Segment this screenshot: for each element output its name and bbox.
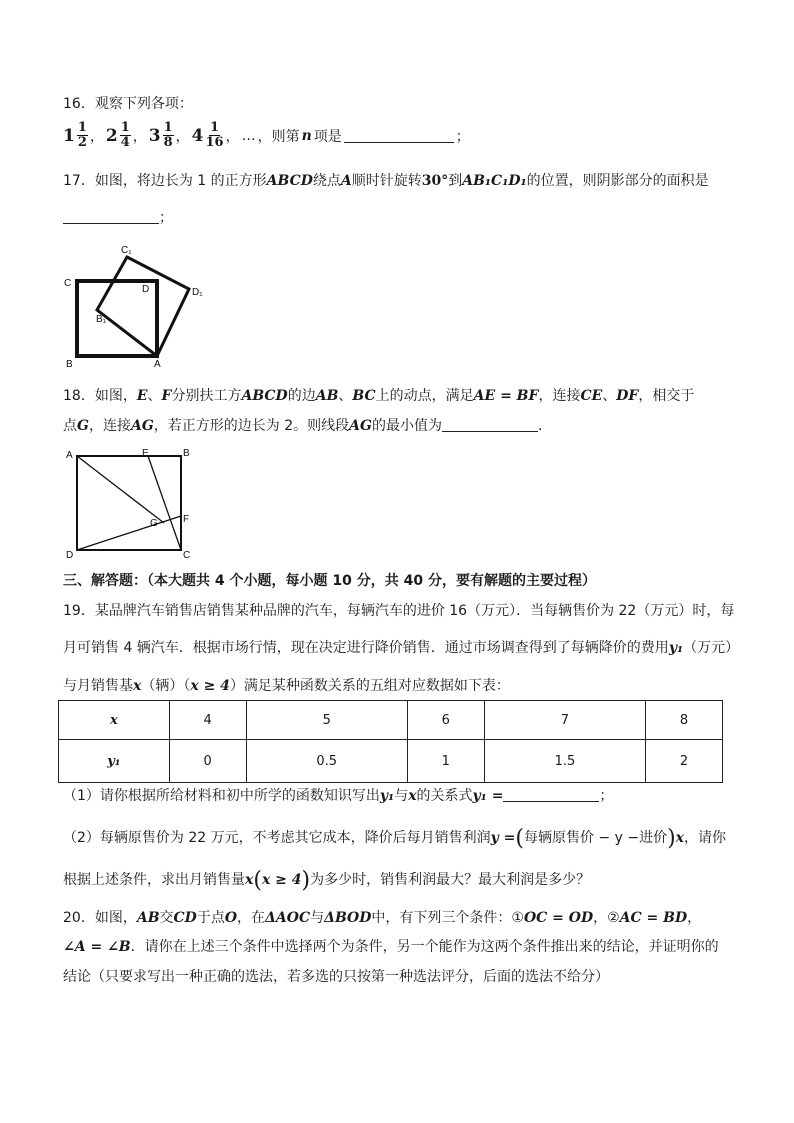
svg-text:D₁: D₁ bbox=[192, 287, 203, 298]
svg-text:F: F bbox=[183, 514, 190, 525]
svg-text:B₁: B₁ bbox=[96, 314, 107, 325]
svg-text:B: B bbox=[183, 448, 190, 459]
q16-answer-blank[interactable] bbox=[344, 128, 454, 143]
q17-figure bbox=[60, 240, 210, 370]
q18-figure bbox=[62, 444, 197, 562]
svg-text:A: A bbox=[154, 359, 161, 370]
q19-part1: （1）请你根据所给材料和初中所学的函数知识写出y₁与x的关系式y₁ = ； bbox=[63, 788, 614, 804]
q19-line2: 月可销售 4 辆汽车．根据市场行情，现在决定进行降价销售．通过市场调查得到了每辆降价的费用y₁（万元） bbox=[63, 640, 740, 656]
svg-text:D: D bbox=[66, 550, 74, 561]
q17-line1: 17．如图，将边长为 1 的正方形ABCD绕点A顺时针旋转30°到AB₁C₁D₁的位置，则阴影部分的面积是 bbox=[63, 173, 709, 189]
table-row: x 4 5 6 7 8 bbox=[59, 701, 723, 740]
q20-line1: 20．如图，AB交CD于点O，在ΔAOC与ΔBOD中，有下列三个条件：①OC = OD，②AC = BD， bbox=[63, 910, 702, 926]
q18-line1: 18．如图，E、F分别扶工方ABCD的边AB、BC上的动点，满足AE = BF，连接CE、DF，相交于 bbox=[63, 388, 695, 404]
q18-line2: 点G，连接AG，若正方形的边长为 2。则线段AG的最小值为 ． bbox=[63, 418, 552, 434]
q20-line3: 结论（只要求写出一种正确的选法，若多选的只按第一种选法评分，后面的选法不给分） bbox=[63, 969, 609, 985]
svg-text:B: B bbox=[66, 359, 73, 370]
q19-part2-cont: 根据上述条件，求出月销售量x(x ≥ 4)为多少时，销售利润最大？最大利润是多少？ bbox=[63, 868, 591, 893]
svg-text:C: C bbox=[183, 550, 191, 561]
q19-line1: 19．某品牌汽车销售店销售某种品牌的汽车，每辆汽车的进价 16（万元）．当每辆售价为 22（万元）时，每 bbox=[63, 603, 735, 619]
q16-sequence: 1 $\frac{1}{2}$ ， 2 $\frac{1}{4}$ ， 3 $\frac{1}{8}$ ， 4 $\frac{1}{16}$ ， … ，则第 n 项是 ； bbox=[63, 120, 470, 150]
svg-text:A: A bbox=[66, 450, 73, 461]
q19-data-table bbox=[58, 700, 723, 783]
q17-line2: ； bbox=[63, 208, 173, 228]
svg-text:C: C bbox=[64, 278, 72, 289]
svg-text:D: D bbox=[142, 284, 150, 295]
q20-line2: ∠A = ∠B．请你在上述三个条件中选择两个为条件，另一个能作为这两个条件推出来的结论，并证明你的 bbox=[63, 939, 719, 955]
q17-answer-blank[interactable] bbox=[63, 209, 159, 224]
section-3-heading: 三、解答题：（本大题共 4 个小题，每小题 10 分，共 40 分，要有解题的主要过程） bbox=[63, 573, 596, 589]
svg-text:E: E bbox=[142, 448, 149, 459]
q18-answer-blank[interactable] bbox=[442, 417, 538, 432]
q16-intro: 16．观察下列各项： bbox=[63, 96, 193, 112]
q19-answer-blank[interactable] bbox=[503, 787, 599, 802]
table-row: y₁ 0 0.5 1 1.5 2 bbox=[59, 740, 723, 783]
q19-part2: （2）每辆原售价为 22 万元，不考虑其它成本，降价后每月销售利润y =(每辆原售价 − y −进价)x，请你 bbox=[63, 826, 727, 851]
svg-text:C₁: C₁ bbox=[121, 245, 132, 256]
q19-line3: 与月销售基x（辆）（x ≥ 4）满足某种函数关系的五组对应数据如下表： bbox=[63, 678, 510, 694]
svg-text:G: G bbox=[150, 518, 158, 529]
